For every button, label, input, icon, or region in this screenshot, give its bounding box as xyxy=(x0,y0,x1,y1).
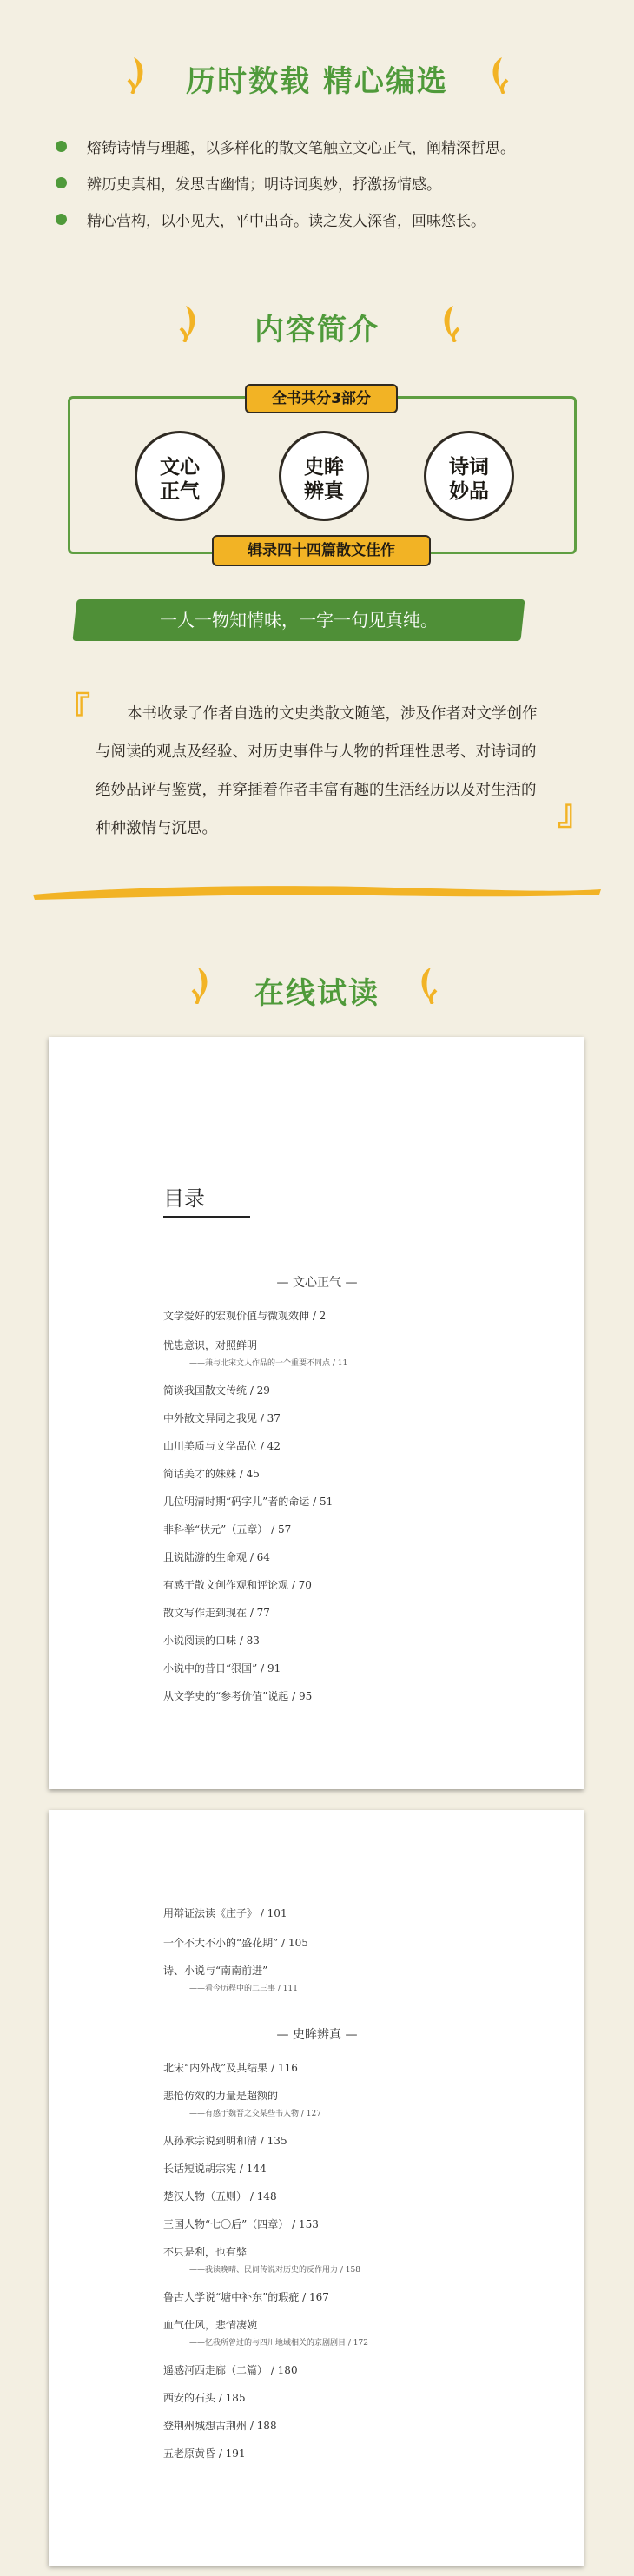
toc-item: 简话美才的妹妹 / 45 xyxy=(163,1468,260,1480)
leaf-icon xyxy=(415,964,438,1004)
section-title-intro: 内容简介 xyxy=(254,313,380,347)
leaf-icon xyxy=(438,302,460,342)
feature-item: 精心营构，以小见大，平中出奇。读之发人深省，回味悠长。 xyxy=(56,208,611,231)
toc-item: 长话短说胡宗宪 / 144 xyxy=(163,2163,267,2175)
bullet-dot-icon xyxy=(56,177,67,188)
toc-item: 从文学史的“参考价值”说起 / 95 xyxy=(163,1690,313,1702)
toc-item: 楚汉人物（五则） / 148 xyxy=(163,2190,277,2203)
toc-item: 非科举“状元”（五章） / 57 xyxy=(163,1523,292,1536)
brush-stroke-divider xyxy=(30,879,604,905)
quote-bracket-close-icon: 』 xyxy=(558,793,592,833)
toc-item: 遥感河西走廊（二篇） / 180 xyxy=(163,2364,298,2376)
leaf-icon xyxy=(486,54,509,94)
toc-item: 诗、小说与“南南前进” xyxy=(163,1965,268,1977)
preview-page xyxy=(49,1037,584,1789)
toc-item: 忧患意识，对照鲜明 xyxy=(163,1339,258,1351)
toc-section-heading: — 文心正气 — xyxy=(276,1276,358,1290)
toc-item: 文学爱好的宏观价值与微观效伸 / 2 xyxy=(163,1310,327,1322)
toc-section-heading: — 史眸辨真 — xyxy=(276,2028,358,2042)
toc-item: 登荆州城想古荆州 / 188 xyxy=(163,2420,277,2432)
toc-subtitle: ——忆我所曾过的与四川地域相关的京剧剧目 / 172 xyxy=(189,2339,368,2348)
bullet-dot-icon xyxy=(56,141,67,152)
toc-subtitle: ——我读晚晴、民间传说对历史的反作用力 / 158 xyxy=(189,2266,360,2275)
toc-subtitle: ——有感于魏晋之交某些书人物 / 127 xyxy=(189,2110,321,2118)
toc-item: 鲁古人学说“塘中补东”的瑕疵 / 167 xyxy=(163,2291,329,2303)
toc-item: 不只是利，也有弊 xyxy=(163,2246,248,2258)
part-circle: 诗词 妙品 xyxy=(424,431,514,521)
collection-label: 辑录四十四篇散文佳作 xyxy=(212,535,431,566)
slogan-text: 一人一物知情味，一字一句见真纯。 xyxy=(160,610,438,631)
toc-item: 有感于散文创作观和评论观 / 70 xyxy=(163,1579,312,1591)
toc-subtitle: ——兼与北宋文人作品的一个重要不同点 / 11 xyxy=(189,1359,348,1368)
toc-subtitle: ——看今历程中的二三事 / 111 xyxy=(189,1985,298,1993)
toc-item: 一个不大不小的“盛花期” / 105 xyxy=(163,1937,308,1949)
toc-item: 血气仕风，悲情凄婉 xyxy=(163,2319,258,2331)
toc-item: 从孙承宗说到明和清 / 135 xyxy=(163,2135,287,2147)
toc-item: 几位明清时期“码字儿”者的命运 / 51 xyxy=(163,1496,334,1508)
toc-item: 散文写作走到现在 / 77 xyxy=(163,1607,270,1619)
toc-item: 三国人物“七〇后”（四章） / 153 xyxy=(163,2218,319,2230)
feature-item: 辨历史真相，发思古幽情；明诗词奥妙，抒激扬情感。 xyxy=(56,172,611,195)
toc-item: 悲怆仿效的力量是超额的 xyxy=(163,2090,279,2102)
toc-item: 五老原黄昏 / 191 xyxy=(163,2447,246,2460)
toc-item: 小说阅读的口味 / 83 xyxy=(163,1635,260,1647)
toc-title: 目录 xyxy=(163,1186,205,1211)
toc-item: 中外散文异同之我见 / 37 xyxy=(163,1412,281,1424)
section-title-compiled: 历时数载 精心编选 xyxy=(186,64,448,99)
toc-item: 山川美质与文学品位 / 42 xyxy=(163,1440,281,1452)
toc-item: 北宋“内外战”及其结果 / 116 xyxy=(163,2062,298,2074)
feature-item: 熔铸诗情与理趣，以多样化的散文笔触立文心正气，阐精深哲思。 xyxy=(56,135,611,158)
toc-item: 且说陆游的生命观 / 64 xyxy=(163,1551,270,1563)
toc-item: 小说中的昔日“狠国” / 91 xyxy=(163,1662,281,1674)
toc-item: 用辩证法读《庄子》 / 101 xyxy=(163,1907,287,1919)
quote-bracket-open-icon: 『 xyxy=(56,690,90,730)
part-circle: 史眸 辨真 xyxy=(279,431,369,521)
section-title-preview: 在线试读 xyxy=(254,976,380,1011)
bullet-dot-icon xyxy=(56,214,67,225)
preview-page xyxy=(49,1810,584,2566)
part-circle: 文心 正气 xyxy=(135,431,225,521)
parts-count-label: 全书共分3部分 xyxy=(245,384,398,413)
toc-item: 简谈我国散文传统 / 29 xyxy=(163,1384,270,1397)
toc-title-underline xyxy=(163,1216,250,1218)
toc-item: 西安的石头 / 185 xyxy=(163,2392,246,2404)
intro-paragraph: 本书收录了作者自选的文史类散文随笔，涉及作者对文学创作与阅读的观点及经验、对历史事件与人物的哲理性思考、对诗词的绝妙品评与鉴赏，并穿插着作者丰富有趣的生活经历以及对生活的种种激情与沉思。 xyxy=(96,705,538,837)
